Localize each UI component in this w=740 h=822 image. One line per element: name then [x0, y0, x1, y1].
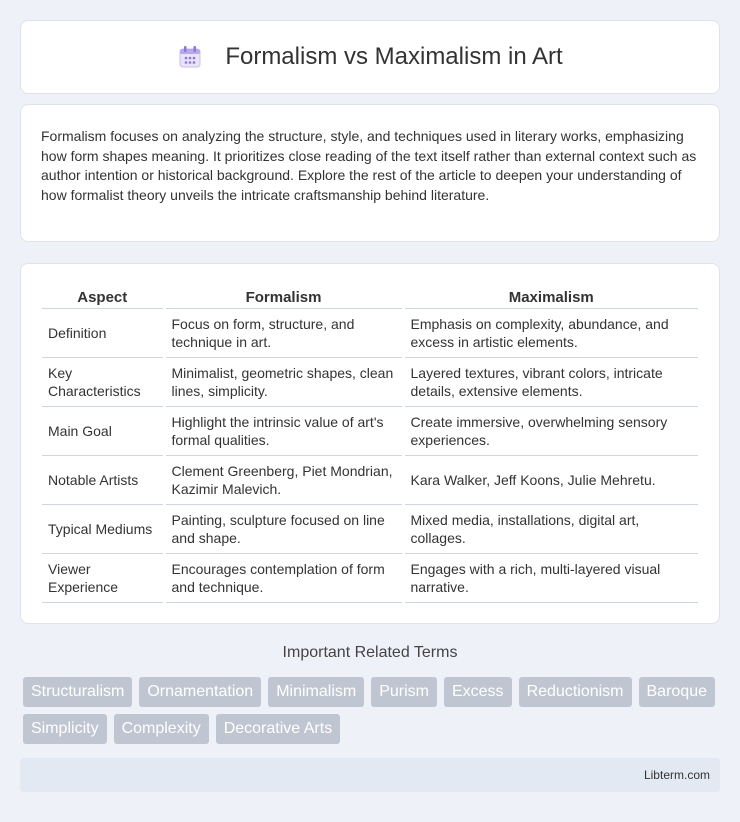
related-term-tag[interactable]: Complexity	[114, 714, 209, 744]
table-row	[42, 504, 698, 553]
related-term-tag[interactable]: Reductionism	[519, 677, 632, 707]
footer-site-link[interactable]: Libterm.com	[643, 768, 710, 782]
table-cell-formalism: Minimalist, geometric shapes, clean lines, simplicity.	[164, 357, 403, 406]
column-header-aspect: Aspect	[42, 286, 164, 308]
related-term-tag[interactable]: Simplicity	[23, 714, 107, 744]
related-term-tag[interactable]: Excess	[444, 677, 512, 707]
table-cell-aspect: Typical Mediums	[42, 504, 164, 553]
table-cell-maximalism: Mixed media, installations, digital art, collages.	[403, 504, 698, 553]
related-term-tag[interactable]: Decorative Arts	[216, 714, 340, 744]
comparison-table-card	[20, 263, 720, 624]
table-cell-aspect: Notable Artists	[42, 455, 164, 504]
table-cell-formalism: Focus on form, structure, and technique in art.	[164, 308, 403, 357]
table-cell-maximalism: Emphasis on complexity, abundance, and excess in artistic elements.	[403, 308, 698, 357]
table-cell-maximalism: Kara Walker, Jeff Koons, Julie Mehretu.	[403, 455, 698, 504]
intro-card	[20, 104, 720, 242]
table-row	[42, 357, 698, 406]
related-term-tag[interactable]: Purism	[371, 677, 437, 707]
related-term-tag[interactable]: Structuralism	[23, 677, 132, 707]
comparison-table	[42, 286, 698, 603]
footer	[20, 758, 720, 792]
table-cell-maximalism: Create immersive, overwhelming sensory experiences.	[403, 406, 698, 455]
table-cell-maximalism: Layered textures, vibrant colors, intricate details, extensive elements.	[403, 357, 698, 406]
table-cell-formalism: Highlight the intrinsic value of art's formal qualities.	[164, 406, 403, 455]
related-terms-list	[23, 677, 723, 744]
table-cell-formalism: Clement Greenberg, Piet Mondrian, Kazimir Malevich.	[164, 455, 403, 504]
header-card	[20, 20, 720, 94]
column-header-formalism: Formalism	[164, 286, 403, 308]
calendar-icon	[177, 44, 203, 70]
table-row	[42, 406, 698, 455]
related-term-tag[interactable]: Ornamentation	[139, 677, 261, 707]
related-term-tag[interactable]: Baroque	[639, 677, 716, 707]
table-cell-formalism: Painting, sculpture focused on line and shape.	[164, 504, 403, 553]
table-row	[42, 553, 698, 602]
related-terms-title: Important Related Terms	[282, 644, 458, 661]
table-row	[42, 308, 698, 357]
related-term-tag[interactable]: Minimalism	[268, 677, 364, 707]
page-title: Formalism vs Maximalism in Art	[225, 43, 563, 70]
table-cell-aspect: Viewer Experience	[42, 553, 164, 602]
intro-text: Formalism focuses on analyzing the structure, style, and techniques used in literary works, emphasizing how form shapes meaning. It prioritizes close reading of the text itself rather than external context such as author intention or historical background. Explore the rest of the article to deepen your understanding of how formalist theory unveils the intricate craftsmanship behind literature.	[41, 128, 697, 203]
table-row	[42, 455, 698, 504]
table-cell-maximalism: Engages with a rich, multi-layered visual narrative.	[403, 553, 698, 602]
table-cell-aspect: Key Characteristics	[42, 357, 164, 406]
table-cell-aspect: Definition	[42, 308, 164, 357]
table-cell-formalism: Encourages contemplation of form and technique.	[164, 553, 403, 602]
column-header-maximalism: Maximalism	[403, 286, 698, 308]
table-header-row	[42, 286, 698, 308]
table-cell-aspect: Main Goal	[42, 406, 164, 455]
